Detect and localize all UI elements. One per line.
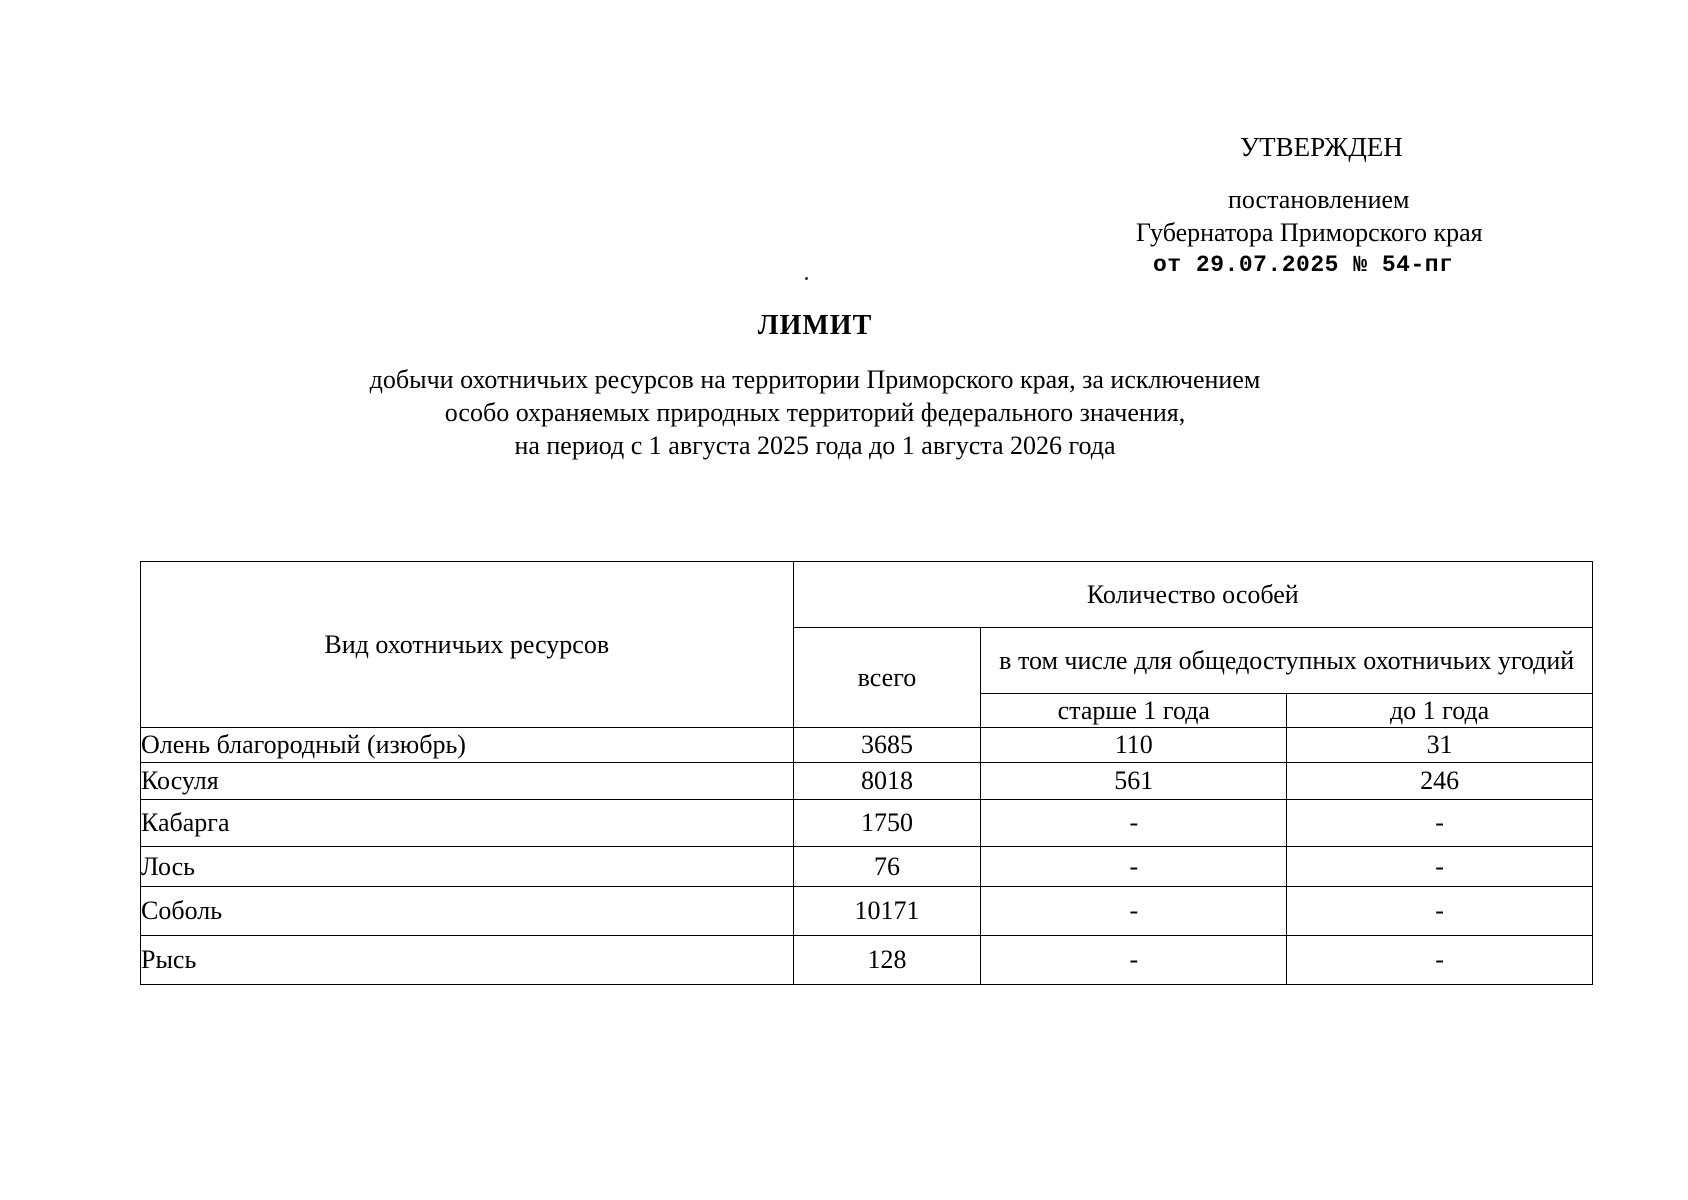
table-row xyxy=(141,800,1593,847)
younger-cell: 31 xyxy=(1287,728,1593,763)
total-cell: 76 xyxy=(793,847,981,887)
scan-speck xyxy=(805,277,808,280)
total-cell: 3685 xyxy=(793,728,981,763)
decree-number: от 29.07.2025 № 54-пг xyxy=(1153,252,1454,278)
younger-cell: - xyxy=(1287,887,1593,936)
subtitle-line-1: добычи охотничьих ресурсов на территории Приморского края, за исключением xyxy=(369,365,1261,394)
decree-label: постановлением xyxy=(1228,185,1410,214)
species-cell: Лось xyxy=(141,847,794,887)
older-header: старше 1 года xyxy=(981,694,1287,728)
authority-label: Губернатора Приморского края xyxy=(1136,218,1483,247)
table-row xyxy=(141,847,1593,887)
older-cell: 561 xyxy=(981,763,1287,800)
approved-label: УТВЕРЖДЕН xyxy=(1240,132,1403,162)
table-row xyxy=(141,728,1593,763)
younger-cell: - xyxy=(1287,936,1593,985)
older-cell: - xyxy=(981,847,1287,887)
limits-table xyxy=(140,561,1593,985)
species-cell: Косуля xyxy=(141,763,794,800)
older-cell: - xyxy=(981,887,1287,936)
older-cell: 110 xyxy=(981,728,1287,763)
total-cell: 10171 xyxy=(793,887,981,936)
table-row xyxy=(141,936,1593,985)
total-cell: 1750 xyxy=(793,800,981,847)
older-cell: - xyxy=(981,936,1287,985)
species-header: Вид охотничьих ресурсов xyxy=(141,562,794,728)
species-cell: Олень благородный (изюбрь) xyxy=(141,728,794,763)
younger-header: до 1 года xyxy=(1287,694,1593,728)
younger-cell: - xyxy=(1287,800,1593,847)
public-lands-header: в том числе для общедоступных охотничьих угодий xyxy=(981,628,1593,694)
total-cell: 128 xyxy=(793,936,981,985)
document-subtitle xyxy=(0,363,1630,462)
species-cell: Кабарга xyxy=(141,800,794,847)
younger-cell: - xyxy=(1287,847,1593,887)
document-title: ЛИМИТ xyxy=(757,310,873,341)
header-row xyxy=(141,562,1593,628)
total-header: всего xyxy=(793,628,981,728)
younger-cell: 246 xyxy=(1287,763,1593,800)
table-row xyxy=(141,763,1593,800)
subtitle-line-3: на период с 1 августа 2025 года до 1 августа 2026 года xyxy=(514,431,1116,460)
older-cell: - xyxy=(981,800,1287,847)
species-cell: Соболь xyxy=(141,887,794,936)
table-row xyxy=(141,887,1593,936)
species-cell: Рысь xyxy=(141,936,794,985)
subtitle-line-2: особо охраняемых природных территорий федерального значения, xyxy=(444,398,1186,427)
total-cell: 8018 xyxy=(793,763,981,800)
count-header: Количество особей xyxy=(793,562,1592,628)
